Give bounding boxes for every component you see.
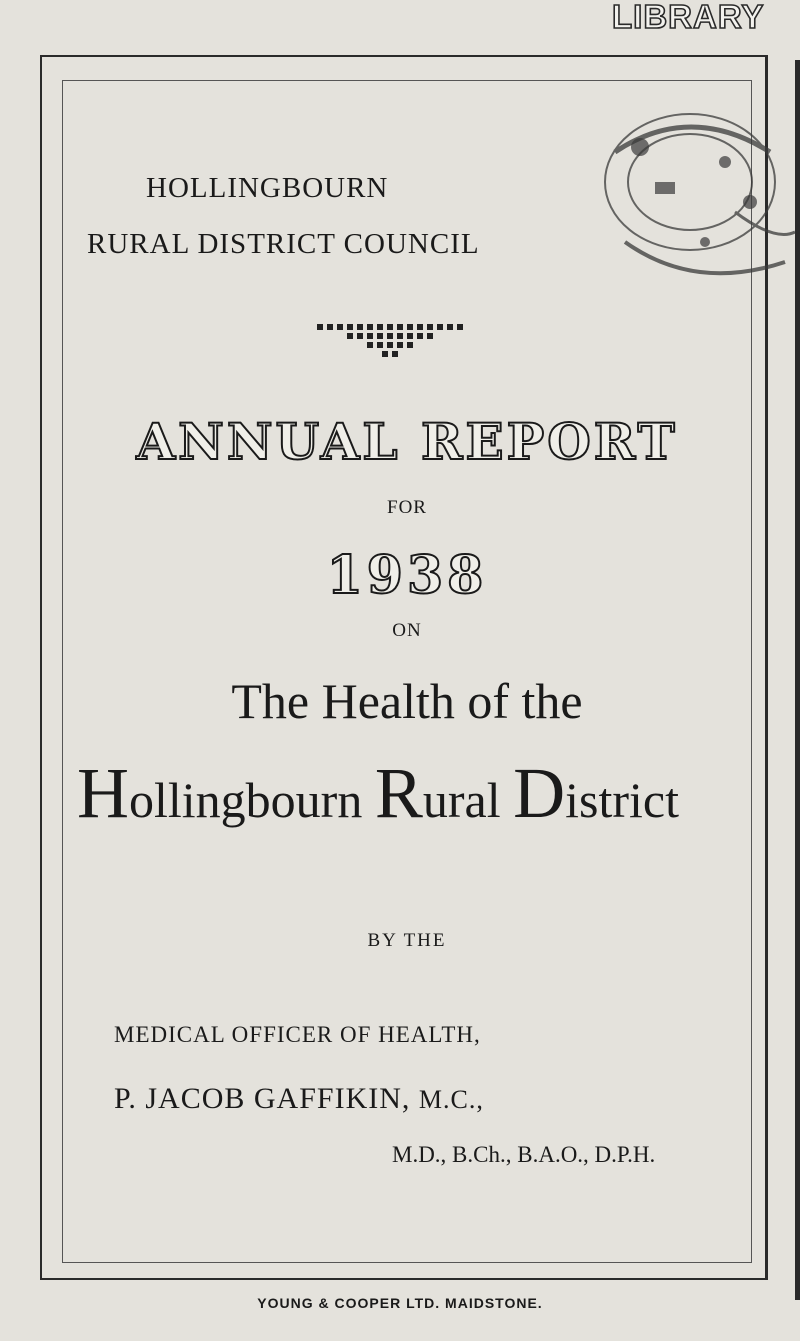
ornament-dot bbox=[407, 342, 413, 348]
ornament-dot bbox=[407, 324, 413, 330]
by-the-label: BY THE bbox=[367, 930, 447, 951]
printer-imprint: YOUNG & COOPER LTD. MAIDSTONE. bbox=[257, 1295, 543, 1311]
ornament-dot bbox=[367, 342, 373, 348]
ornament-dot bbox=[367, 333, 373, 339]
author-qualifications: M.D., B.Ch., B.A.O., D.P.H. bbox=[392, 1142, 656, 1167]
author-name-suffix: M.C., bbox=[418, 1085, 484, 1114]
author-name: P. JACOB GAFFIKIN, bbox=[114, 1082, 411, 1115]
district-word3-rest: istrict bbox=[565, 772, 679, 828]
on-label: ON bbox=[392, 620, 422, 641]
ornament-dot bbox=[387, 324, 393, 330]
health-title-line: The Health of the bbox=[231, 673, 583, 729]
district-word1-initial: H bbox=[77, 753, 129, 833]
ornament-dot bbox=[397, 324, 403, 330]
ornament-dot bbox=[407, 333, 413, 339]
ornament-dot bbox=[357, 333, 363, 339]
ornament-dot bbox=[377, 333, 383, 339]
ornament-dot bbox=[447, 324, 453, 330]
council-name-line2: RURAL DISTRICT COUNCIL bbox=[87, 228, 480, 260]
ornament-dot bbox=[337, 324, 343, 330]
ornament-dot bbox=[327, 324, 333, 330]
ornament-dot bbox=[347, 333, 353, 339]
district-word2-initial: R bbox=[374, 753, 423, 833]
ornament-dot bbox=[397, 342, 403, 348]
ornament-dot bbox=[437, 324, 443, 330]
ornament-dot bbox=[317, 324, 323, 330]
district-word3-initial: D bbox=[513, 753, 566, 833]
library-stamp: LIBRARY bbox=[612, 0, 765, 35]
triangle-dot-ornament bbox=[310, 320, 470, 360]
author-role: MEDICAL OFFICER OF HEALTH, bbox=[114, 1022, 481, 1047]
council-name-line1: HOLLINGBOURN bbox=[146, 172, 389, 204]
council-seal-emblem bbox=[585, 92, 800, 332]
for-label: FOR bbox=[387, 497, 427, 518]
ornament-dot bbox=[427, 324, 433, 330]
ornament-dot bbox=[382, 351, 388, 357]
ornament-dot bbox=[392, 351, 398, 357]
annual-report-heading: ANNUAL REPORT bbox=[136, 412, 678, 471]
ornament-dot bbox=[347, 324, 353, 330]
ornament-dot bbox=[377, 342, 383, 348]
district-title-line bbox=[77, 752, 679, 835]
ornament-dot bbox=[427, 333, 433, 339]
report-year: 1938 bbox=[326, 545, 488, 606]
district-word2-rest: ural bbox=[422, 772, 501, 828]
ornament-dot bbox=[357, 324, 363, 330]
ornament-dot bbox=[417, 333, 423, 339]
ornament-dot bbox=[457, 324, 463, 330]
ornament-dot bbox=[377, 324, 383, 330]
ornament-dot bbox=[387, 333, 393, 339]
ornament-dot bbox=[387, 342, 393, 348]
ornament-dot bbox=[367, 324, 373, 330]
author-name-line bbox=[114, 1082, 484, 1116]
ornament-dot bbox=[397, 333, 403, 339]
ornament-dot bbox=[417, 324, 423, 330]
district-word1-rest: ollingbourn bbox=[129, 772, 363, 828]
